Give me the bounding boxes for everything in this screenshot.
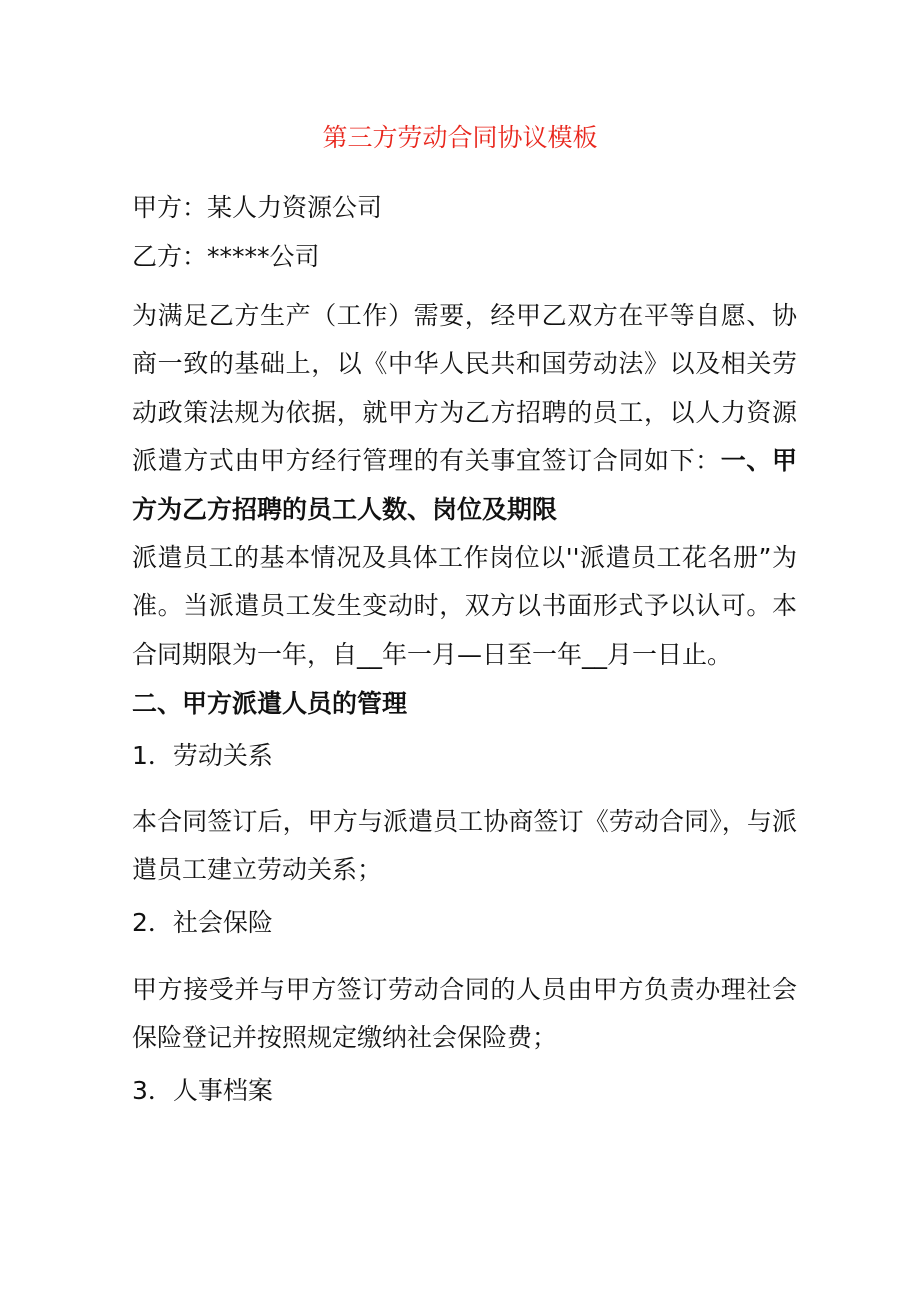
intro-paragraph [132, 292, 797, 534]
party-a-line: 甲方：某人力资源公司 [132, 193, 383, 222]
item3-heading: 3．人事档案 [132, 1076, 273, 1105]
item2-body: 甲方接受并与甲方签订劳动合同的人员由甲方负责办理社会保险登记并按照规定缴纳社会保险费； [132, 975, 797, 1053]
item2-heading: 2．社会保险 [132, 908, 273, 937]
item1-heading: 1．劳动关系 [132, 741, 273, 770]
party-b-line: 乙方：*****公司 [132, 242, 320, 271]
document-title: 第三方劳动合同协议模板 [322, 123, 598, 152]
intro-text: 为满足乙方生产（工作）需要，经甲乙双方在平等自愿、协商一致的基础上，以《中华人民共和国劳动法》以及相关劳动政策法规为依据，就甲方为乙方招聘的员工，以人力资源派遣方式由甲方经行管理的有关事宜签订合同如下： [132, 301, 797, 476]
item1-body: 本合同签订后，甲方与派遣员工协商签订《劳动合同》，与派遣员工建立劳动关系； [132, 807, 797, 885]
section2-heading: 二、甲方派遣人员的管理 [132, 689, 408, 718]
section1-body: 派遣员工的基本情况及具体工作岗位以''派遣员工花名册”为准。当派遣员工发生变动时，双方以书面形式予以认可。本合同期限为一年，自__年一月—日至一年__月一日止。 [132, 543, 797, 669]
section1-heading: 一、甲方为乙方招聘的员工人数、岗位及期限 [132, 446, 797, 524]
